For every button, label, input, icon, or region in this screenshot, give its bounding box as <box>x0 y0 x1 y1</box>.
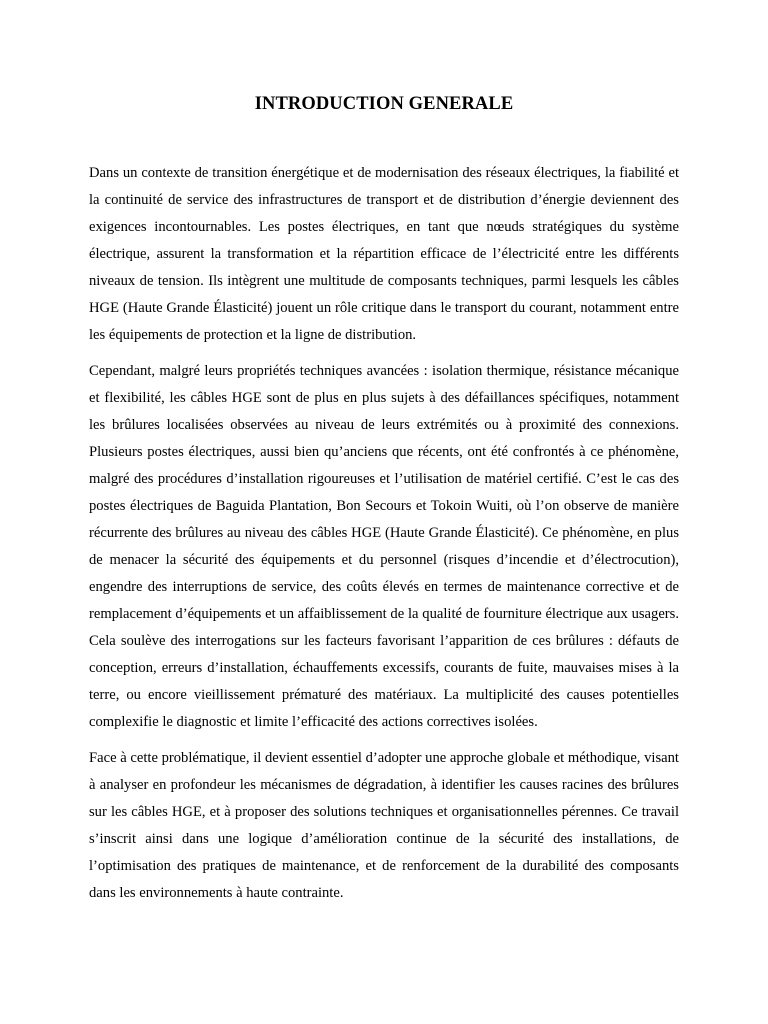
document-body <box>89 160 679 916</box>
paragraph-3: Face à cette problématique, il devient essentiel d’adopter une approche globale et méthodique, visant à analyser en profondeur les mécanismes de dégradation, à identifier les causes racines des brûlures sur les câbles HGE, et à proposer des solutions techniques et organisationnelles pérennes. Ce travail s’inscrit ainsi dans une logique d’amélioration continue de la sécurité des installations, de l’optimisation des pratiques de maintenance, et de renforcement de la durabilité des composants dans les environnements à haute contrainte. <box>89 750 679 901</box>
paragraph-2: Cependant, malgré leurs propriétés techniques avancées : isolation thermique, résistance mécanique et flexibilité, les câbles HGE sont de plus en plus sujets à des défaillances spécifiques, notamment les brûlures localisées observées au niveau de leurs extrémités ou à proximité des connexions. Plusieurs postes électriques, aussi bien qu’anciens que récents, ont été confrontés à ce phénomène, malgré des procédures d’installation rigoureuses et l’utilisation de matériel certifié. C’est le cas des postes électriques de Baguida Plantation, Bon Secours et Tokoin Wuiti, où l’on observe de manière récurrente des brûlures au niveau des câbles HGE (Haute Grande Élasticité). Ce phénomène, en plus de menacer la sécurité des équipements et du personnel (risques d’incendie et d’électrocution), engendre des interruptions de service, des coûts élevés en termes de maintenance corrective et de remplacement d’équipements et un affaiblissement de la qualité de fourniture électrique aux usagers. Cela soulève des interrogations sur les facteurs favorisant l’apparition de ces brûlures : défauts de conception, erreurs d’installation, échauffements excessifs, courants de fuite, mauvaises mises à la terre, ou encore vieillissement prématuré des matériaux. La multiplicité des causes potentielles complexifie le diagnostic et limite l’efficacité des actions correctives isolées. <box>89 363 679 730</box>
paragraph-1: Dans un contexte de transition énergétique et de modernisation des réseaux électriques, la fiabilité et la continuité de service des infrastructures de transport et de distribution d’énergie deviennent des exigences incontournables. Les postes électriques, en tant que nœuds stratégiques du système électrique, assurent la transformation et la répartition efficace de l’électricité entre les différents niveaux de tension. Ils intègrent une multitude de composants techniques, parmi lesquels les câbles HGE (Haute Grande Élasticité) jouent un rôle critique dans le transport du courant, notamment entre les équipements de protection et la ligne de distribution. <box>89 165 679 343</box>
page-title: INTRODUCTION GENERALE <box>254 94 514 114</box>
